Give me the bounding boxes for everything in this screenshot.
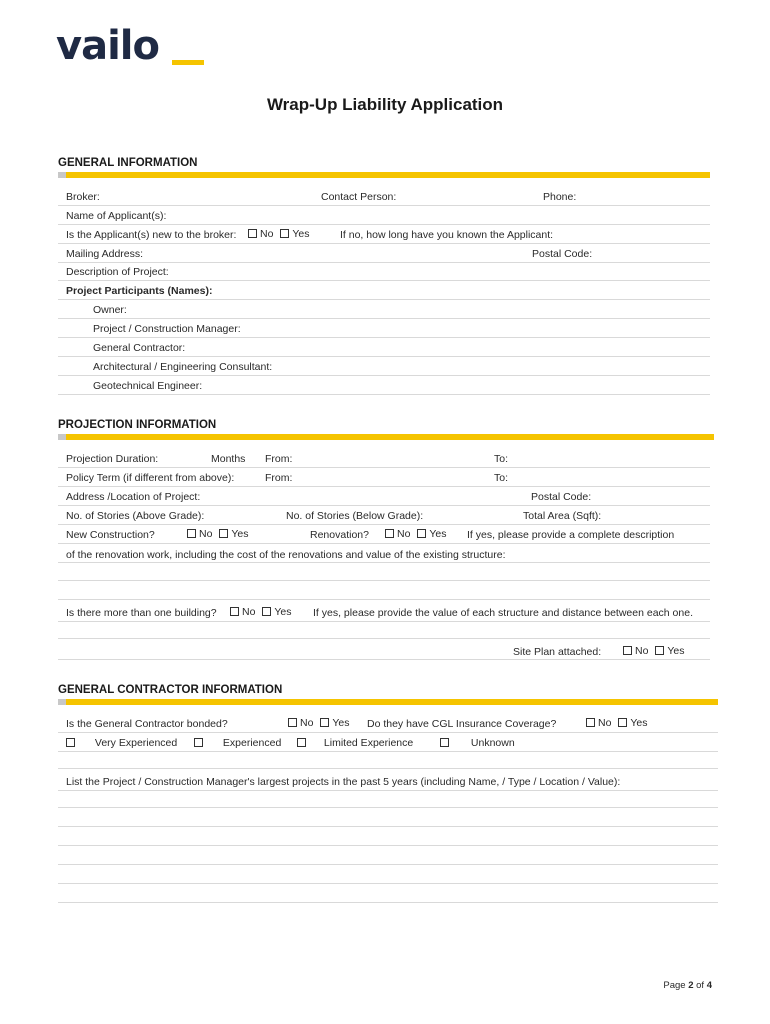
field-line xyxy=(58,486,710,487)
no-checkbox[interactable] xyxy=(248,229,257,238)
field-line xyxy=(58,562,710,563)
section-title-contractor: GENERAL CONTRACTOR INFORMATION xyxy=(58,684,283,696)
field-line xyxy=(58,864,718,865)
site-plan-options[interactable] xyxy=(619,645,685,657)
yes-checkbox[interactable] xyxy=(618,718,627,727)
applicant-name-label: Name of Applicant(s): xyxy=(66,210,167,222)
field-line xyxy=(58,599,710,600)
no-label: No xyxy=(300,717,314,729)
no-label: No xyxy=(397,528,411,540)
no-checkbox[interactable] xyxy=(230,607,239,616)
field-line xyxy=(58,262,710,263)
yes-label: Yes xyxy=(630,717,648,729)
field-line xyxy=(58,751,718,752)
total-pages: 4 xyxy=(706,980,712,991)
postal-code-label: Postal Code: xyxy=(531,491,592,503)
unknown-option[interactable] xyxy=(436,737,515,749)
owner-label: Owner: xyxy=(93,304,127,316)
new-construction-options[interactable] xyxy=(183,528,249,540)
yes-label: Yes xyxy=(429,528,447,540)
field-line xyxy=(58,318,710,319)
page-word: Page xyxy=(663,980,686,991)
no-label: No xyxy=(598,717,612,729)
yes-checkbox[interactable] xyxy=(320,718,329,727)
field-line xyxy=(58,883,718,884)
current-page: 2 xyxy=(688,980,694,991)
field-line xyxy=(58,280,710,281)
gc-bonded-label: Is the General Contractor bonded? xyxy=(66,718,228,730)
field-line xyxy=(58,621,710,622)
very-experienced-label: Very Experienced xyxy=(94,737,178,749)
unknown-label: Unknown xyxy=(470,737,515,749)
section-bar-accent xyxy=(58,434,66,440)
general-contractor-label: General Contractor: xyxy=(93,342,186,354)
total-area-label: Total Area (Sqft): xyxy=(523,510,602,522)
postal-code-label: Postal Code: xyxy=(532,248,593,260)
experienced-option[interactable] xyxy=(190,737,281,749)
field-line xyxy=(58,243,710,244)
to-label: To: xyxy=(494,472,509,484)
logo-text: vailo xyxy=(56,23,159,69)
mailing-address-label: Mailing Address: xyxy=(66,248,144,260)
experienced-checkbox[interactable] xyxy=(194,738,203,747)
architectural-label: Architectural / Engineering Consultant: xyxy=(93,361,273,373)
renovation-description-label: If yes, please provide a complete description xyxy=(467,529,675,541)
field-line xyxy=(58,790,718,791)
of-word: of xyxy=(696,980,705,991)
yes-label: Yes xyxy=(274,606,292,618)
limited-experience-label: Limited Experience xyxy=(323,737,414,749)
yes-checkbox[interactable] xyxy=(280,229,289,238)
yes-checkbox[interactable] xyxy=(655,646,664,655)
largest-projects-label: List the Project / Construction Manager's largest projects in the past 5 years (including Name, / Type / Location / Value): xyxy=(66,776,621,788)
from-label: From: xyxy=(265,453,293,465)
broker-label: Broker: xyxy=(66,191,100,203)
limited-experience-option[interactable] xyxy=(293,737,413,749)
to-label: To: xyxy=(494,453,509,465)
yes-label: Yes xyxy=(292,228,310,240)
field-line xyxy=(58,299,710,300)
renovation-label: Renovation? xyxy=(310,529,369,541)
yes-checkbox[interactable] xyxy=(417,529,426,538)
field-line xyxy=(58,337,710,338)
page-title: Wrap-Up Liability Application xyxy=(266,95,504,114)
no-label: No xyxy=(635,645,649,657)
field-line xyxy=(58,205,710,206)
field-line xyxy=(58,224,710,225)
field-line xyxy=(58,467,710,468)
gc-bonded-options[interactable] xyxy=(284,717,350,729)
no-label: No xyxy=(242,606,256,618)
logo-accent-bar xyxy=(172,60,204,65)
more-than-one-building-label: Is there more than one building? xyxy=(66,607,217,619)
vailo-logo xyxy=(56,23,159,69)
yes-label: Yes xyxy=(667,645,685,657)
page-number xyxy=(663,980,712,991)
unknown-checkbox[interactable] xyxy=(440,738,449,747)
cgl-coverage-options[interactable] xyxy=(582,717,648,729)
site-plan-label: Site Plan attached: xyxy=(513,646,602,658)
section-bar-accent xyxy=(58,172,66,178)
no-checkbox[interactable] xyxy=(288,718,297,727)
how-long-label: If no, how long have you known the Applicant: xyxy=(340,229,554,241)
section-bar-accent xyxy=(58,699,66,705)
field-line xyxy=(58,902,718,903)
geotechnical-label: Geotechnical Engineer: xyxy=(93,380,203,392)
section-bar xyxy=(66,172,710,178)
field-line xyxy=(58,659,710,660)
new-to-broker-label: Is the Applicant(s) new to the broker: xyxy=(66,229,237,241)
yes-label: Yes xyxy=(332,717,350,729)
very-experienced-checkbox[interactable] xyxy=(66,738,75,747)
new-to-broker-options[interactable] xyxy=(244,228,310,240)
project-address-label: Address /Location of Project: xyxy=(66,491,201,503)
projection-duration-label: Projection Duration: xyxy=(66,453,159,465)
field-line xyxy=(58,375,710,376)
field-line xyxy=(58,638,710,639)
field-line xyxy=(58,394,710,395)
renovation-description-cont: of the renovation work, including the cost of the renovations and value of the existing structure: xyxy=(66,549,506,561)
field-line xyxy=(58,356,710,357)
field-line xyxy=(58,845,718,846)
more-than-one-building-options[interactable] xyxy=(226,606,292,618)
months-label: Months xyxy=(211,453,246,465)
phone-label: Phone: xyxy=(543,191,577,203)
field-line xyxy=(58,505,710,506)
field-line xyxy=(58,826,718,827)
renovation-options[interactable] xyxy=(381,528,447,540)
field-line xyxy=(58,732,718,733)
pcm-label: Project / Construction Manager: xyxy=(93,323,241,335)
section-bar xyxy=(66,699,718,705)
field-line xyxy=(58,580,710,581)
policy-term-label: Policy Term (if different from above): xyxy=(66,472,235,484)
stories-above-label: No. of Stories (Above Grade): xyxy=(66,510,205,522)
from-label: From: xyxy=(265,472,293,484)
no-checkbox[interactable] xyxy=(586,718,595,727)
participants-label: Project Participants (Names): xyxy=(66,285,213,297)
project-description-label: Description of Project: xyxy=(66,266,169,278)
contact-person-label: Contact Person: xyxy=(321,191,397,203)
no-checkbox[interactable] xyxy=(623,646,632,655)
no-checkbox[interactable] xyxy=(187,529,196,538)
very-experienced-option[interactable] xyxy=(62,737,177,749)
no-label: No xyxy=(260,228,274,240)
field-line xyxy=(58,768,718,769)
field-line xyxy=(58,807,718,808)
no-checkbox[interactable] xyxy=(385,529,394,538)
section-title-projection: PROJECTION INFORMATION xyxy=(58,419,217,431)
yes-checkbox[interactable] xyxy=(219,529,228,538)
yes-checkbox[interactable] xyxy=(262,607,271,616)
value-each-structure-label: If yes, please provide the value of each structure and distance between each one. xyxy=(313,607,693,619)
section-bar xyxy=(66,434,714,440)
field-line xyxy=(58,524,710,525)
experienced-label: Experienced xyxy=(222,737,282,749)
yes-label: Yes xyxy=(231,528,249,540)
cgl-coverage-label: Do they have CGL Insurance Coverage? xyxy=(367,718,557,730)
new-construction-label: New Construction? xyxy=(66,529,155,541)
field-line xyxy=(58,543,710,544)
section-title-general: GENERAL INFORMATION xyxy=(58,157,198,169)
stories-below-label: No. of Stories (Below Grade): xyxy=(286,510,424,522)
limited-experience-checkbox[interactable] xyxy=(297,738,306,747)
no-label: No xyxy=(199,528,213,540)
